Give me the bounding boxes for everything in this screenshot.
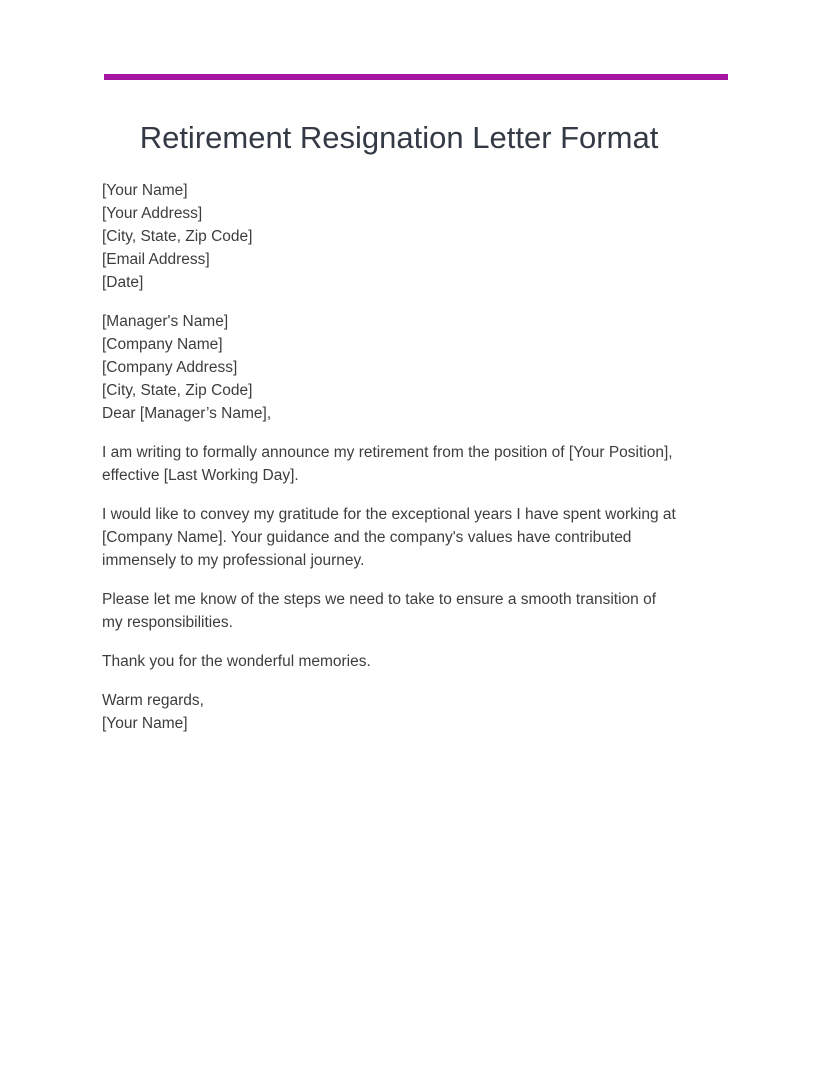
paragraph-line: [Company Name]. Your guidance and the company's values have contributed: [102, 529, 632, 546]
recipient-company-address: [Company Address]: [102, 359, 238, 376]
closing-block: [102, 689, 702, 735]
paragraph-line: I am writing to formally announce my retirement from the position of [Your Position],: [102, 444, 673, 461]
letter-body: [102, 179, 702, 751]
paragraph-line: Please let me know of the steps we need to take to ensure a smooth transition of: [102, 591, 657, 608]
sender-name: [Your Name]: [102, 182, 188, 199]
sender-address: [Your Address]: [102, 205, 203, 222]
recipient-city-state-zip: [City, State, Zip Code]: [102, 382, 253, 399]
paragraph-gratitude: [102, 503, 702, 572]
paragraph-announcement: [102, 441, 702, 487]
recipient-company-name: [Company Name]: [102, 336, 223, 353]
paragraph-transition: [102, 588, 702, 634]
paragraph-line: my responsibilities.: [102, 614, 233, 631]
recipient-manager-name: [Manager's Name]: [102, 313, 229, 330]
letter-date: [Date]: [102, 274, 144, 291]
recipient-block: [102, 310, 702, 425]
page-title: Retirement Resignation Letter Format: [139, 120, 659, 155]
sender-block: [102, 179, 702, 294]
signature-name: [Your Name]: [102, 715, 188, 732]
paragraph-line: I would like to convey my gratitude for the exceptional years I have spent working at: [102, 506, 676, 523]
salutation: Dear [Manager’s Name],: [102, 405, 272, 422]
paragraph-line: Thank you for the wonderful memories.: [102, 653, 371, 670]
paragraph-line: effective [Last Working Day].: [102, 467, 299, 484]
sender-city-state-zip: [City, State, Zip Code]: [102, 228, 253, 245]
paragraph-line: immensely to my professional journey.: [102, 552, 365, 569]
sign-off: Warm regards,: [102, 692, 204, 709]
accent-bar: [104, 74, 728, 80]
paragraph-thanks: [102, 650, 702, 673]
sender-email: [Email Address]: [102, 251, 210, 268]
